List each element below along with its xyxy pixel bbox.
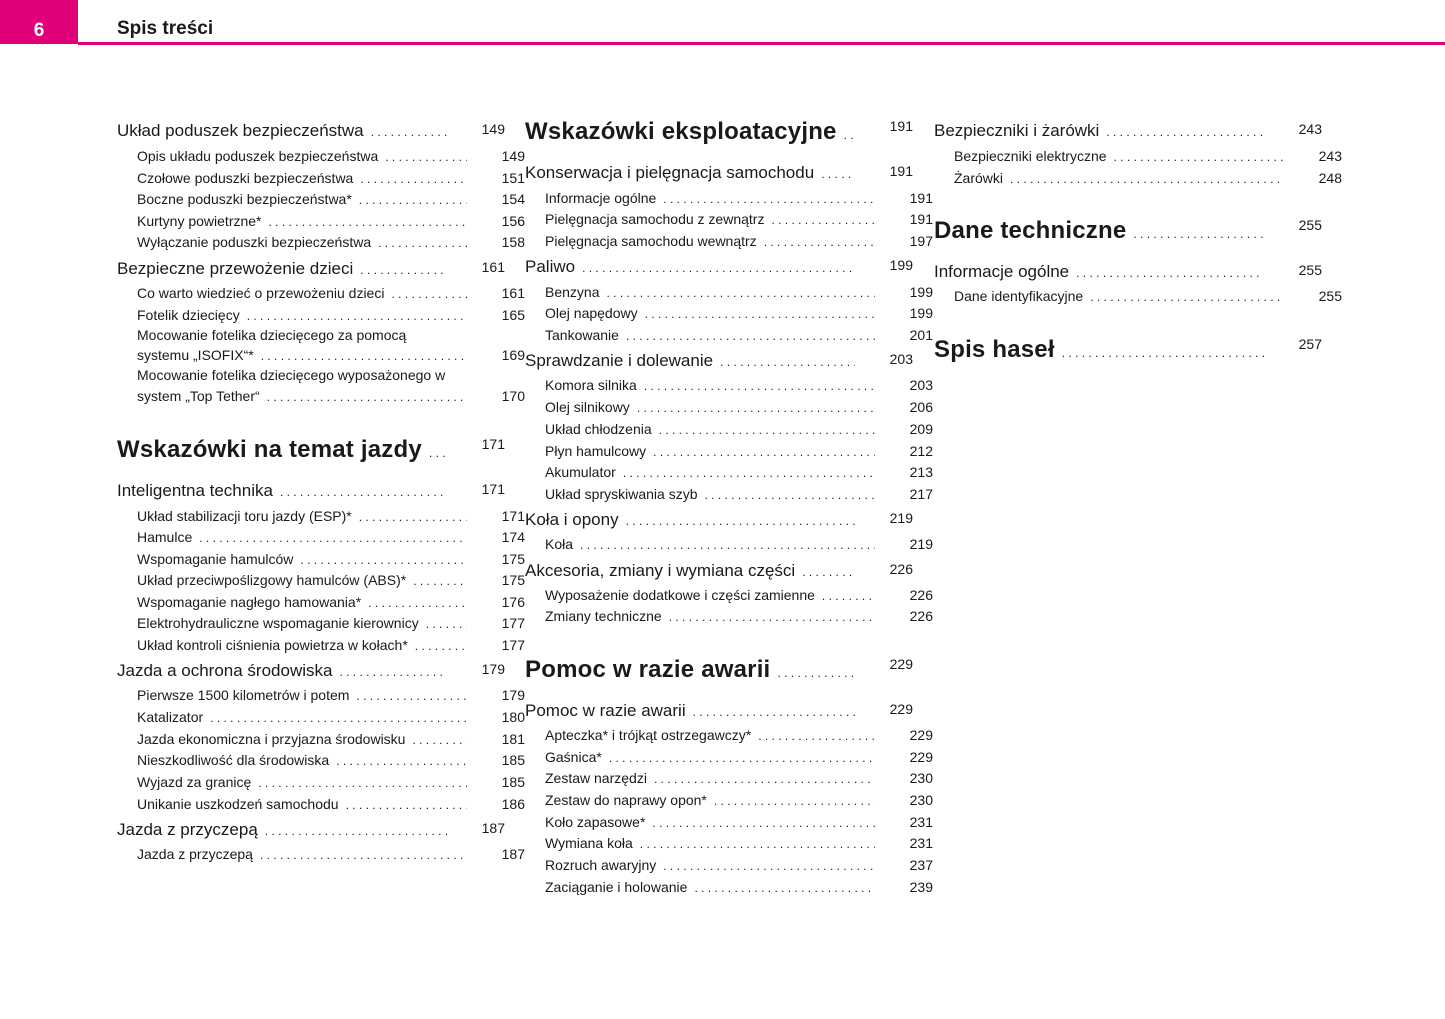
- leader-dots: [368, 596, 467, 610]
- toc-page-number: 175: [501, 551, 525, 567]
- toc-page-number: 255: [1318, 288, 1342, 304]
- leader-dots: [415, 639, 467, 653]
- leader-dots: [663, 859, 875, 873]
- leader-dots: [426, 617, 467, 631]
- toc-subsection[interactable]: [117, 846, 525, 862]
- toc-entry-title: Wskazówki eksploatacyjne: [525, 118, 837, 145]
- toc-subsection[interactable]: [934, 170, 1342, 186]
- leader-dots: [258, 776, 467, 790]
- leader-dots: [714, 794, 875, 808]
- toc-entry-title: Fotelik dziecięcy: [137, 307, 240, 323]
- toc-entry-title: Wspomaganie nagłego hamowania*: [137, 594, 362, 610]
- toc-entry-text-line: Mocowanie fotelika dziecięcego za pomocą: [137, 327, 407, 343]
- toc-subsection[interactable]: [117, 148, 525, 164]
- leader-dots: [1010, 172, 1284, 186]
- toc-entry-title: Żarówki: [954, 170, 1004, 186]
- leader-dots: [269, 215, 467, 229]
- toc-section[interactable]: [525, 561, 913, 581]
- toc-entry-title: Jazda z przyczepą: [137, 846, 253, 862]
- leader-dots: [654, 772, 875, 786]
- page-header: [0, 0, 1445, 46]
- toc-subsection[interactable]: [525, 792, 933, 808]
- toc-page-number: 180: [501, 709, 525, 725]
- leader-dots: [626, 329, 875, 343]
- toc-page-number: 181: [501, 731, 525, 747]
- toc-page-number: 161: [481, 259, 505, 275]
- toc-subsection[interactable]: [117, 170, 525, 186]
- toc-page-number: 219: [889, 510, 913, 526]
- toc-subsection[interactable]: [117, 213, 525, 229]
- toc-entry-title: Koła i opony: [525, 510, 619, 529]
- toc-subsection[interactable]: [117, 234, 525, 250]
- toc-subsection[interactable]: [934, 288, 1342, 304]
- leader-dots: [267, 390, 467, 404]
- toc-page-number: 230: [909, 792, 933, 808]
- toc-page-number: 255: [1298, 262, 1322, 278]
- toc-entry-title: Katalizator: [137, 709, 204, 725]
- toc-subsection[interactable]: [525, 857, 933, 873]
- toc-entry-title: Wspomaganie hamulców: [137, 551, 294, 567]
- toc-entry-title: Układ stabilizacji toru jazdy (ESP)*: [137, 508, 352, 524]
- page-title: Spis treści: [117, 18, 214, 39]
- leader-dots: [1106, 125, 1264, 139]
- leader-dots: [640, 837, 875, 851]
- toc-page-number: 248: [1318, 170, 1342, 186]
- toc-subsection[interactable]: [117, 615, 525, 631]
- toc-page-number: 239: [909, 879, 933, 895]
- toc-page-number: 229: [889, 701, 913, 717]
- leader-dots: [822, 589, 875, 603]
- toc-entry-title: Apteczka* i trójkąt ostrzegawczy*: [545, 727, 752, 743]
- toc-subsection[interactable]: [117, 191, 525, 207]
- toc-page-number: 201: [909, 327, 933, 343]
- toc-subsection[interactable]: [117, 529, 525, 545]
- toc-entry-title: Akcesoria, zmiany i wymiana części: [525, 561, 796, 580]
- toc-entry-title: Olej silnikowy: [545, 399, 630, 415]
- toc-entry-title: Benzyna: [545, 284, 600, 300]
- toc-entry-title: Układ kontroli ciśnienia powietrza w kołach*: [137, 637, 408, 653]
- toc-section[interactable]: [934, 121, 1322, 141]
- toc-subsection[interactable]: [117, 307, 525, 323]
- toc-entry-title: Jazda z przyczepą: [117, 820, 258, 839]
- toc-page-number: 231: [909, 814, 933, 830]
- toc-subsection[interactable]: [525, 587, 933, 603]
- toc-page-number: 191: [909, 190, 933, 206]
- toc-chapter[interactable]: [117, 436, 505, 464]
- toc-entry-title: Wyposażenie dodatkowe i części zamienne: [545, 587, 815, 603]
- toc-subsection[interactable]: [525, 835, 933, 851]
- toc-entry-title: Jazda ekonomiczna i przyjazna środowisku: [137, 731, 406, 747]
- toc-page-number: 199: [889, 257, 913, 273]
- toc-section[interactable]: [934, 262, 1322, 282]
- leader-dots: [626, 514, 855, 528]
- leader-dots: [1114, 150, 1284, 164]
- toc-entry-title: Sprawdzanie i dolewanie: [525, 351, 714, 370]
- toc-subsection[interactable]: [525, 421, 933, 437]
- toc-subsection[interactable]: [525, 536, 933, 552]
- leader-dots: [429, 446, 447, 460]
- toc-entry-title: Dane techniczne: [934, 217, 1127, 244]
- toc-entry-title: Akumulator: [545, 464, 616, 480]
- toc-page-number: 213: [909, 464, 933, 480]
- leader-dots: [371, 125, 447, 139]
- toc-subsection[interactable]: [117, 752, 525, 768]
- toc-entry-title: Komora silnika: [545, 377, 637, 393]
- leader-dots: [659, 423, 875, 437]
- toc-chapter[interactable]: [934, 217, 1322, 245]
- toc-entry-title: Kurtyny powietrzne*: [137, 213, 262, 229]
- toc-page-number: 197: [909, 233, 933, 249]
- toc-page-number: 156: [501, 213, 525, 229]
- toc-page-number: 237: [909, 857, 933, 873]
- leader-dots: [413, 574, 467, 588]
- toc-page-number: 257: [1298, 336, 1322, 352]
- page-number-badge: [0, 0, 78, 44]
- toc-subsection[interactable]: [525, 814, 933, 830]
- toc-entry-title: Tankowanie: [545, 327, 619, 343]
- toc-page-number: 151: [501, 170, 525, 186]
- toc-entry-title: Płyn hamulcowy: [545, 443, 647, 459]
- leader-dots: [339, 665, 447, 679]
- toc-subsection[interactable]: [117, 551, 525, 567]
- toc-chapter[interactable]: [525, 118, 913, 146]
- toc-page-number: 175: [501, 572, 525, 588]
- toc-page-number: 219: [909, 536, 933, 552]
- toc-entry-title: Bezpieczniki i żarówki: [934, 121, 1100, 140]
- leader-dots: [359, 193, 467, 207]
- toc-page-number: 165: [501, 307, 525, 323]
- toc-entry-title: Rozruch awaryjny: [545, 857, 657, 873]
- toc-entry-title: systemu „ISOFIX“*: [137, 347, 254, 363]
- leader-dots: [764, 235, 875, 249]
- toc-subsection[interactable]: [525, 608, 933, 624]
- toc-page-number: 179: [481, 661, 505, 677]
- toc-page-number: 229: [909, 727, 933, 743]
- leader-dots: [1090, 290, 1284, 304]
- toc-section[interactable]: [117, 661, 505, 681]
- leader-dots: [771, 213, 875, 227]
- toc-chapter[interactable]: [525, 656, 913, 684]
- toc-page-number: 158: [501, 234, 525, 250]
- toc-page-number: 229: [909, 749, 933, 765]
- toc-subsection[interactable]: [117, 709, 525, 725]
- toc-chapter[interactable]: [934, 336, 1322, 364]
- toc-entry-title: Zaciąganie i holowanie: [545, 879, 688, 895]
- toc-page-number: 169: [501, 347, 525, 363]
- leader-dots: [247, 309, 467, 323]
- toc-section[interactable]: [525, 510, 913, 530]
- leader-dots: [606, 286, 875, 300]
- toc-entry-title: Elektrohydrauliczne wspomaganie kierownicy: [137, 615, 419, 631]
- toc-entry-title: Wyjazd za granicę: [137, 774, 252, 790]
- leader-dots: [261, 349, 467, 363]
- toc-entry-title: Gaśnica*: [545, 749, 602, 765]
- toc-entry-title: Układ chłodzenia: [545, 421, 652, 437]
- toc-subsection[interactable]: [525, 879, 933, 895]
- toc-page-number: 154: [501, 191, 525, 207]
- leader-dots: [802, 565, 855, 579]
- toc-entry-title: Co warto wiedzieć o przewożeniu dzieci: [137, 285, 385, 301]
- toc-subsection[interactable]: [117, 594, 525, 610]
- toc-subsection[interactable]: [117, 347, 525, 363]
- leader-dots: [300, 553, 467, 567]
- toc-page-number: 185: [501, 774, 525, 790]
- leader-dots: [391, 287, 467, 301]
- toc-page-number: 199: [909, 284, 933, 300]
- toc-page-number: 171: [481, 481, 505, 497]
- toc-entry-title: Wymiana koła: [545, 835, 633, 851]
- leader-dots: [359, 510, 467, 524]
- toc-entry-title: Czołowe poduszki bezpieczeństwa: [137, 170, 354, 186]
- toc-page-number: 170: [501, 388, 525, 404]
- toc-subsection[interactable]: [525, 284, 933, 300]
- toc-entry-title: Olej napędowy: [545, 305, 638, 321]
- toc-subsection[interactable]: [525, 749, 933, 765]
- toc-page-number: 191: [889, 163, 913, 179]
- leader-dots: [644, 379, 875, 393]
- leader-dots: [360, 172, 467, 186]
- toc-section[interactable]: [117, 121, 505, 141]
- leader-dots: [844, 128, 855, 142]
- toc-entry-title: Bezpieczniki elektryczne: [954, 148, 1107, 164]
- leader-dots: [580, 538, 875, 552]
- leader-dots: [336, 754, 467, 768]
- toc-page-number: 177: [501, 615, 525, 631]
- toc-entry-title: Układ spryskiwania szyb: [545, 486, 698, 502]
- leader-dots: [582, 261, 855, 275]
- leader-dots: [693, 705, 855, 719]
- leader-dots: [821, 167, 855, 181]
- toc-page-number: 226: [909, 608, 933, 624]
- toc-entry-title: Dane identyfikacyjne: [954, 288, 1084, 304]
- toc-subsection[interactable]: [117, 388, 525, 404]
- leader-dots: [378, 236, 467, 250]
- leader-dots: [663, 192, 875, 206]
- toc-page-number: 187: [501, 846, 525, 862]
- leader-dots: [1062, 346, 1264, 360]
- toc-subsection[interactable]: [525, 233, 933, 249]
- leader-dots: [653, 445, 875, 459]
- toc-section[interactable]: [525, 701, 913, 721]
- toc-page-number: 203: [889, 351, 913, 367]
- toc-entry-title: Wskazówki na temat jazdy: [117, 436, 422, 463]
- header-rule: [78, 42, 1445, 45]
- leader-dots: [265, 824, 447, 838]
- toc-subsection[interactable]: [525, 727, 933, 743]
- toc-page-number: 206: [909, 399, 933, 415]
- toc-subsection[interactable]: [117, 731, 525, 747]
- toc-entry-title: Koło zapasowe*: [545, 814, 646, 830]
- toc-entry-title: Paliwo: [525, 257, 576, 276]
- toc-section[interactable]: [525, 257, 913, 277]
- toc-entry-title: Koła: [545, 536, 574, 552]
- toc-entry-title: Opis układu poduszek bezpieczeństwa: [137, 148, 379, 164]
- leader-dots: [637, 401, 875, 415]
- toc-entry-title: Wyłączanie poduszki bezpieczeństwa: [137, 234, 372, 250]
- leader-dots: [652, 816, 875, 830]
- toc-page-number: 185: [501, 752, 525, 768]
- leader-dots: [1133, 227, 1264, 241]
- toc-entry-title: Spis haseł: [934, 336, 1055, 363]
- toc-subsection[interactable]: [117, 637, 525, 653]
- toc-page-number: 209: [909, 421, 933, 437]
- toc-entry-title: Zmiany techniczne: [545, 608, 662, 624]
- toc-subsection[interactable]: [525, 770, 933, 786]
- leader-dots: [720, 355, 855, 369]
- toc-entry-title: Jazda a ochrona środowiska: [117, 661, 333, 680]
- leader-dots: [199, 531, 467, 545]
- toc-page-number: 212: [909, 443, 933, 459]
- toc-entry-title: Pielęgnacja samochodu z zewnątrz: [545, 211, 765, 227]
- toc-subsection[interactable]: [117, 572, 525, 588]
- toc-entry-title: Informacje ogólne: [545, 190, 657, 206]
- toc-page-number: 217: [909, 486, 933, 502]
- leader-dots: [705, 488, 876, 502]
- toc-page-number: 171: [481, 436, 505, 452]
- toc-page-number: 149: [501, 148, 525, 164]
- toc-subsection[interactable]: [525, 399, 933, 415]
- leader-dots: [694, 881, 875, 895]
- leader-dots: [609, 751, 875, 765]
- toc-subsection[interactable]: [525, 443, 933, 459]
- toc-page-number: 191: [909, 211, 933, 227]
- toc-subsection[interactable]: [117, 774, 525, 790]
- toc-page-number: 226: [909, 587, 933, 603]
- leader-dots: [669, 610, 875, 624]
- toc-page-number: 203: [909, 377, 933, 393]
- leader-dots: [360, 263, 447, 277]
- toc-page-number: 187: [481, 820, 505, 836]
- toc-subsection[interactable]: [525, 377, 933, 393]
- toc-page-number: 199: [909, 305, 933, 321]
- toc-entry-title: system „Top Tether“: [137, 388, 260, 404]
- toc-page-number: 243: [1318, 148, 1342, 164]
- leader-dots: [385, 150, 467, 164]
- toc-section[interactable]: [117, 259, 505, 279]
- toc-subsection[interactable]: [525, 305, 933, 321]
- toc-subsection[interactable]: [934, 148, 1342, 164]
- toc-entry-title: Bezpieczne przewożenie dzieci: [117, 259, 354, 278]
- toc-subsection[interactable]: [525, 464, 933, 480]
- leader-dots: [346, 798, 467, 812]
- leader-dots: [280, 485, 447, 499]
- toc-page-number: 186: [501, 796, 525, 812]
- toc-subsection[interactable]: [117, 796, 525, 812]
- leader-dots: [623, 466, 875, 480]
- toc-entry-title: Pomoc w razie awarii: [525, 656, 771, 683]
- toc-entry-title: Pielęgnacja samochodu wewnątrz: [545, 233, 757, 249]
- toc-page-number: 149: [481, 121, 505, 137]
- toc-entry-title: Nieszkodliwość dla środowiska: [137, 752, 330, 768]
- toc-entry-title: Informacje ogólne: [934, 262, 1070, 281]
- page-number: 6: [33, 20, 45, 41]
- leader-dots: [356, 689, 467, 703]
- toc-section[interactable]: [117, 481, 505, 501]
- leader-dots: [1076, 266, 1264, 280]
- toc-section[interactable]: [525, 351, 913, 371]
- toc-entry-text-line: Mocowanie fotelika dziecięcego wyposażonego w: [137, 367, 446, 383]
- toc-page-number: 226: [889, 561, 913, 577]
- toc-subsection[interactable]: [117, 508, 525, 524]
- toc-page-number: 179: [501, 687, 525, 703]
- toc-subsection[interactable]: [525, 190, 933, 206]
- toc-subsection[interactable]: [525, 486, 933, 502]
- toc-entry-title: Boczne poduszki bezpieczeństwa*: [137, 191, 352, 207]
- toc-subsection[interactable]: [117, 687, 525, 703]
- toc-entry-title: Pierwsze 1500 kilometrów i potem: [137, 687, 350, 703]
- leader-dots: [777, 666, 855, 680]
- toc-subsection[interactable]: [525, 211, 933, 227]
- toc-entry-title: Unikanie uszkodzeń samochodu: [137, 796, 339, 812]
- toc-page-number: 174: [501, 529, 525, 545]
- toc-page-number: 177: [501, 637, 525, 653]
- toc-subsection[interactable]: [525, 327, 933, 343]
- toc-page-number: 255: [1298, 217, 1322, 233]
- leader-dots: [260, 848, 467, 862]
- toc-section[interactable]: [117, 820, 505, 840]
- leader-dots: [645, 307, 875, 321]
- toc-entry-title: Pomoc w razie awarii: [525, 701, 686, 720]
- toc-entry-title: Zestaw do naprawy opon*: [545, 792, 707, 808]
- toc-page-number: 161: [501, 285, 525, 301]
- toc-subsection[interactable]: [117, 285, 525, 301]
- leader-dots: [758, 729, 875, 743]
- toc-page-number: 171: [501, 508, 525, 524]
- toc-section[interactable]: [525, 163, 913, 183]
- toc-page-number: 176: [501, 594, 525, 610]
- toc-page-number: 230: [909, 770, 933, 786]
- toc-entry-title: Układ poduszek bezpieczeństwa: [117, 121, 364, 140]
- toc-page-number: 243: [1298, 121, 1322, 137]
- toc-entry-title: Układ przeciwpoślizgowy hamulców (ABS)*: [137, 572, 407, 588]
- leader-dots: [412, 733, 467, 747]
- toc-page-number: 229: [889, 656, 913, 672]
- toc-entry-title: Zestaw narzędzi: [545, 770, 647, 786]
- toc-entry-title: Hamulce: [137, 529, 193, 545]
- leader-dots: [210, 711, 467, 725]
- toc-page-number: 191: [889, 118, 913, 134]
- toc-entry-title: Inteligentna technika: [117, 481, 273, 500]
- toc-page-number: 231: [909, 835, 933, 851]
- toc-entry-title: Konserwacja i pielęgnacja samochodu: [525, 163, 815, 182]
